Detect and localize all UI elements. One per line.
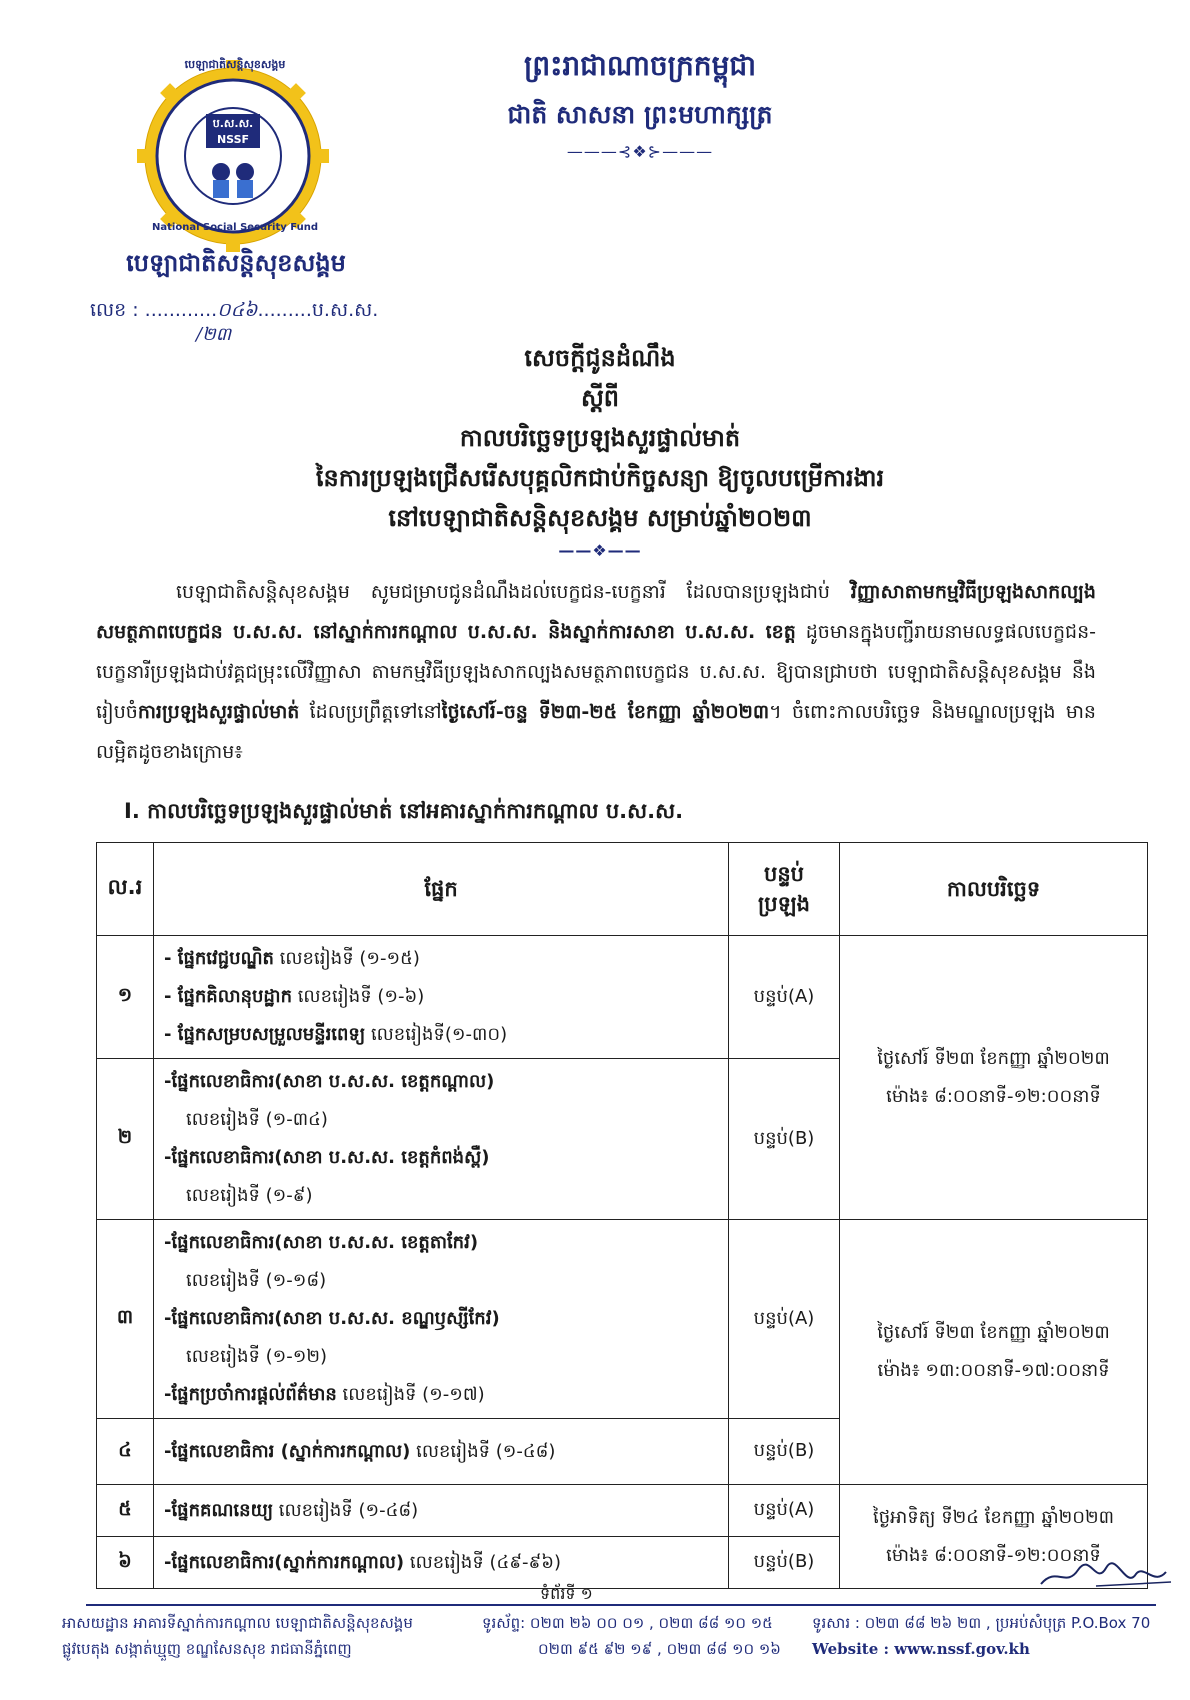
header-ornament: ———⊰❖⊱——— (566, 142, 714, 161)
row-department: -ផ្នែកលេខាធិការ(ស្នាក់ការកណ្តាល) លេខរៀងទី (៤៩-៩៦) (154, 1537, 729, 1589)
header-date: កាលបរិច្ឆេទ (840, 843, 1148, 936)
logo-ring-text-bottom: National Social Security Fund (152, 222, 318, 233)
exam-schedule-table (96, 842, 1148, 1589)
row-department: -ផ្នែកលេខាធិការ(សាខា ប.ស.ស. ខេត្តកណ្តាល) លេខរៀងទី (១-៣៤) -ផ្នែកលេខាធិការ(សាខា ប.ស.ស. ខេត្តកំពង់ស្ពឺ) លេខរៀងទី (១-៩) (154, 1059, 729, 1220)
title-line-2: ស្តីពី (580, 384, 620, 412)
intro-paragraph: បេឡាជាតិសន្តិសុខសង្គម សូមជម្រាបជូនដំណឹងដល់បេក្ខជន-បេក្ខនារី ដែលបានប្រឡងជាប់ វិញ្ញាសាតាមកម្មវិធីប្រឡងសាកល្បងសមត្ថភាពបេក្ខជន ប.ស.ស. នៅស្នាក់ការកណ្តាល ប.ស.ស. និងស្នាក់ការសាខា ប.ស.ស. ខេត្ត ដូចមានក្នុងបញ្ជីរាយនាមលទ្ធផលបេក្ខជន-បេក្ខនារីប្រឡងជាប់វគ្គជម្រុះលើវិញ្ញាសា តាមកម្មវិធីប្រឡងសាកល្បងសមត្ថភាពបេក្ខជន ប.ស.ស. ឱ្យបានជ្រាបថា បេឡាជាតិសន្តិសុខសង្គម នឹងរៀបចំការប្រឡងសួរផ្ទាល់មាត់ ដែលប្រព្រឹត្តទៅនៅថ្ងៃសៅរ៍-ចន្ទ ទី២៣-២៥ ខែកញ្ញា ឆ្នាំ២០២៣។ ចំពោះកាលបរិច្ឆេទ និងមណ្ឌលប្រឡង មានលម្អិតដូចខាងក្រោម៖ (96, 581, 1096, 763)
reference-value: ០៤៦ (217, 299, 258, 321)
footer-divider (86, 1604, 1156, 1606)
header-department: ផ្នែក (154, 843, 729, 936)
row-schedule: ថ្ងៃអាទិត្យ ទី២៤ ខែកញ្ញា ឆ្នាំ២០២៣ ម៉ោង៖ ៨:០០នាទី-១២:០០នាទី (840, 1485, 1148, 1589)
row-department: -ផ្នែកលេខាធិការ (ស្នាក់ការកណ្តាល) លេខរៀងទី (១-៤៨) (154, 1419, 729, 1485)
row-department: - ផ្នែកវេជ្ជបណ្ឌិត លេខរៀងទី (១-១៥) - ផ្នែកគិលានុបដ្ឋាក លេខរៀងទី (១-៦) - ផ្នែកសម្របសម្រួលមន្ទីរពេទ្យ លេខរៀងទី(១-៣០) (154, 936, 729, 1059)
table-row (97, 936, 1148, 1059)
national-motto: ជាតិ សាសនា ព្រះមហាក្សត្រ (507, 100, 773, 129)
header-number: ល.រ (97, 843, 154, 936)
section-heading: I. កាលបរិច្ឆេទប្រឡងសួរផ្ទាល់មាត់ នៅអគារស្នាក់ការកណ្តាល ប.ស.ស. (124, 799, 684, 823)
row-number: ៥ (97, 1485, 154, 1537)
title-divider: ——❖—— (558, 541, 642, 560)
row-room: បន្ទប់(A) (729, 1220, 840, 1419)
row-room: បន្ទប់(B) (729, 1059, 840, 1220)
kingdom-heading: ព្រះរាជាណាចក្រកម្ពុជា (523, 49, 756, 82)
title-line-1: សេចក្តីជូនដំណឹង (524, 344, 676, 372)
signature (1036, 1556, 1176, 1596)
row-number: ៤ (97, 1419, 154, 1485)
table-row (97, 1485, 1148, 1537)
footer-fax-web: ទូរសារ : ០២៣ ៨៨ ២៦ ២៣ , ប្រអប់សំបុត្រ P.O.Box 70 Website : www.nssf.gov.kh (812, 1610, 1172, 1662)
table-body (97, 936, 1148, 1589)
row-number: ៦ (97, 1537, 154, 1589)
reference-suffix: ប.ស.ស. (311, 299, 379, 321)
row-room: បន្ទប់(B) (729, 1419, 840, 1485)
notice-title (170, 338, 1030, 564)
row-schedule: ថ្ងៃសៅរ៍ ទី២៣ ខែកញ្ញា ឆ្នាំ២០២៣ ម៉ោង៖ ៨:០០នាទី-១២:០០នាទី (840, 936, 1148, 1220)
title-line-4: នៃការប្រឡងជ្រើសរើសបុគ្គលិកជាប់កិច្ចសន្យា ឱ្យចូលបម្រើការងារ (315, 464, 885, 492)
website-link[interactable]: Website : www.nssf.gov.kh (812, 1640, 1030, 1658)
header-room: បន្ទប់ ប្រឡង (729, 843, 840, 936)
footer-phone: ទូរស័ព្ទ: ០២៣ ២៦ ០០ ០១ , ០២៣ ៨៨ ១០ ១៥ ០២៣ ៩៥ ៩២ ១៩ , ០២៣ ៨៨ ១០ ១៦ (482, 1614, 781, 1658)
row-department: -ផ្នែកលេខាធិការ(សាខា ប.ស.ស. ខេត្តតាកែវ) លេខរៀងទី (១-១៨) -ផ្នែកលេខាធិការ(សាខា ប.ស.ស. ខណ្ឌឫស្សីកែវ) លេខរៀងទី (១-១២) -ផ្នែកប្រចាំការផ្តល់ព័ត៌មាន លេខរៀងទី (១-១៧) (154, 1220, 729, 1419)
logo-ring-text-top: បេឡាជាតិសន្តិសុខសង្គម (184, 58, 286, 71)
row-room: បន្ទប់(B) (729, 1537, 840, 1589)
reference-year: /២៣ (196, 324, 232, 345)
row-schedule: ថ្ងៃសៅរ៍ ទី២៣ ខែកញ្ញា ឆ្នាំ២០២៣ ម៉ោង៖ ១៣:០០នាទី-១៧:០០នាទី (840, 1220, 1148, 1485)
row-number: ៣ (97, 1220, 154, 1419)
organization-name: បេឡាជាតិសន្តិសុខសង្គម (126, 249, 346, 277)
row-number: ២ (97, 1059, 154, 1220)
title-line-3: កាលបរិច្ឆេទប្រឡងសួរផ្ទាល់មាត់ (459, 424, 741, 452)
title-line-5: នៅបេឡាជាតិសន្តិសុខសង្គម សម្រាប់ឆ្នាំ២០២៣ (388, 504, 812, 532)
row-number: ១ (97, 936, 154, 1059)
table-row (97, 1220, 1148, 1419)
row-room: បន្ទប់(A) (729, 1485, 840, 1537)
reference-label: លេខ : (90, 299, 139, 321)
row-room: បន្ទប់(A) (729, 936, 840, 1059)
logo-abbreviation: ប.ស.ស. NSSF (212, 117, 254, 146)
page-number: ទំព័រទី ១ (540, 1584, 593, 1603)
row-department: -ផ្នែកគណនេយ្យ លេខរៀងទី (១-៤៨) (154, 1485, 729, 1537)
reference-number: លេខ : ............០៤៦.........ប.ស.ស. (90, 299, 379, 321)
footer-address: អាសយដ្ឋាន អាគារទីស្នាក់ការកណ្តាល បេឡាជាតិសន្តិសុខសង្គម ផ្លូវបេតុង សង្កាត់ឃ្មួញ ខណ្ឌសែនសុខ រាជធានីភ្នំពេញ (62, 1614, 413, 1658)
